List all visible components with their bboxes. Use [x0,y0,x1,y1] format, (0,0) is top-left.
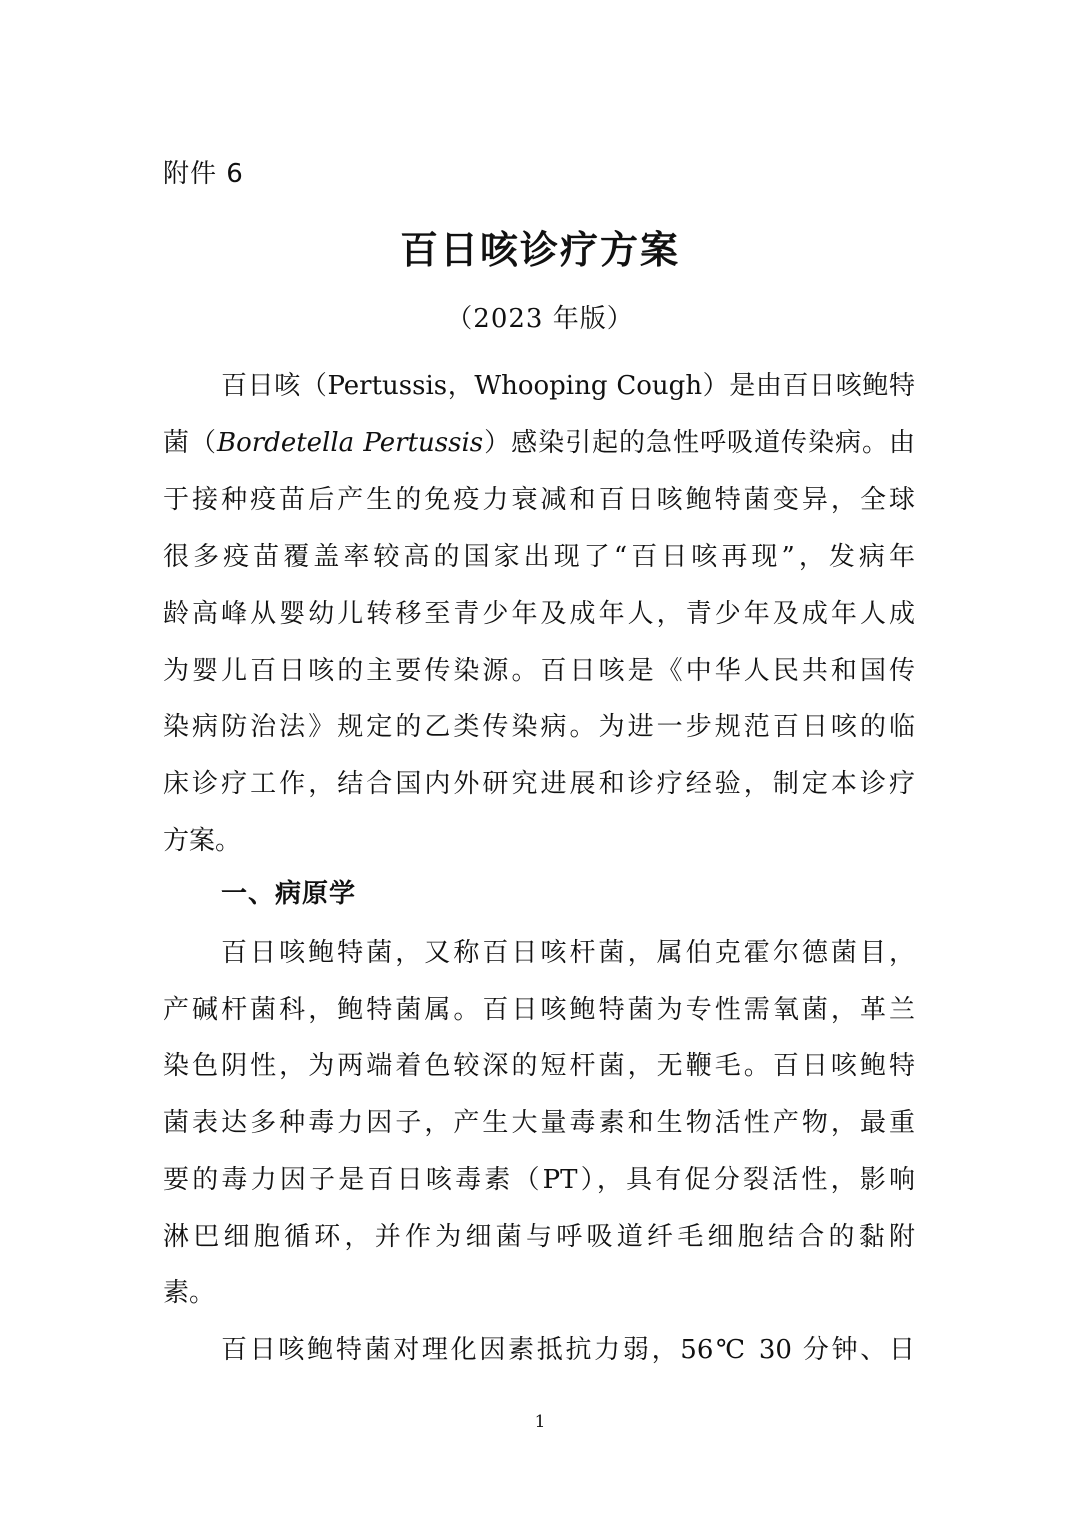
intro-line-8: 床诊疗工作，结合国内外研究进展和诊疗经验，制定本诊疗 [163,769,915,799]
intro-line-1: 百日咳（Pertussis，Whooping Cough）是由百日咳鲍特 [221,371,915,401]
pathogen-line-7: 素。 [163,1278,216,1308]
pathogen-line-4: 菌表达多种毒力因子，产生大量毒素和生物活性产物，最重 [163,1108,915,1138]
page-number: 1 [534,1412,546,1432]
pathogen-line-3: 染色阴性，为两端着色较深的短杆菌，无鞭毛。百日咳鲍特 [163,1051,915,1081]
intro-line-2-suffix: ）感染引起的急性呼吸道传染病。由 [483,428,915,458]
intro-line-3: 于接种疫苗后产生的免疫力衰减和百日咳鲍特菌变异，全球 [163,485,915,515]
pathogen-line-1: 百日咳鲍特菌，又称百日咳杆菌，属伯克霍尔德菌目， [221,938,915,968]
intro-line-4: 很多疫苗覆盖率较高的国家出现了“百日咳再现”，发病年 [163,542,915,572]
intro-line-7: 染病防治法》规定的乙类传染病。为进一步规范百日咳的临 [163,712,915,742]
intro-line-2 [163,423,915,463]
latin-species-name: Bordetella Pertussis [216,428,484,458]
document-title: 百日咳诊疗方案 [399,228,680,272]
pathogen-line-5: 要的毒力因子是百日咳毒素（PT），具有促分裂活性，影响 [163,1165,915,1195]
resistance-line-1: 百日咳鲍特菌对理化因素抵抗力弱，56℃ 30 分钟、日 [221,1335,915,1365]
section-heading-pathogen: 一、病原学 [221,879,357,909]
intro-line-5: 龄高峰从婴幼儿转移至青少年及成年人，青少年及成年人成 [163,599,915,629]
pathogen-line-2: 产碱杆菌科，鲍特菌属。百日咳鲍特菌为专性需氧菌，革兰 [163,995,915,1025]
attachment-label: 附件 6 [163,159,244,189]
edition-label: （2023 年版） [446,304,634,334]
intro-line-2-prefix: 菌（ [163,428,217,458]
intro-line-9: 方案。 [163,826,242,856]
intro-line-6: 为婴儿百日咳的主要传染源。百日咳是《中华人民共和国传 [163,656,915,686]
pathogen-line-6: 淋巴细胞循环，并作为细菌与呼吸道纤毛细胞结合的黏附 [163,1222,915,1252]
